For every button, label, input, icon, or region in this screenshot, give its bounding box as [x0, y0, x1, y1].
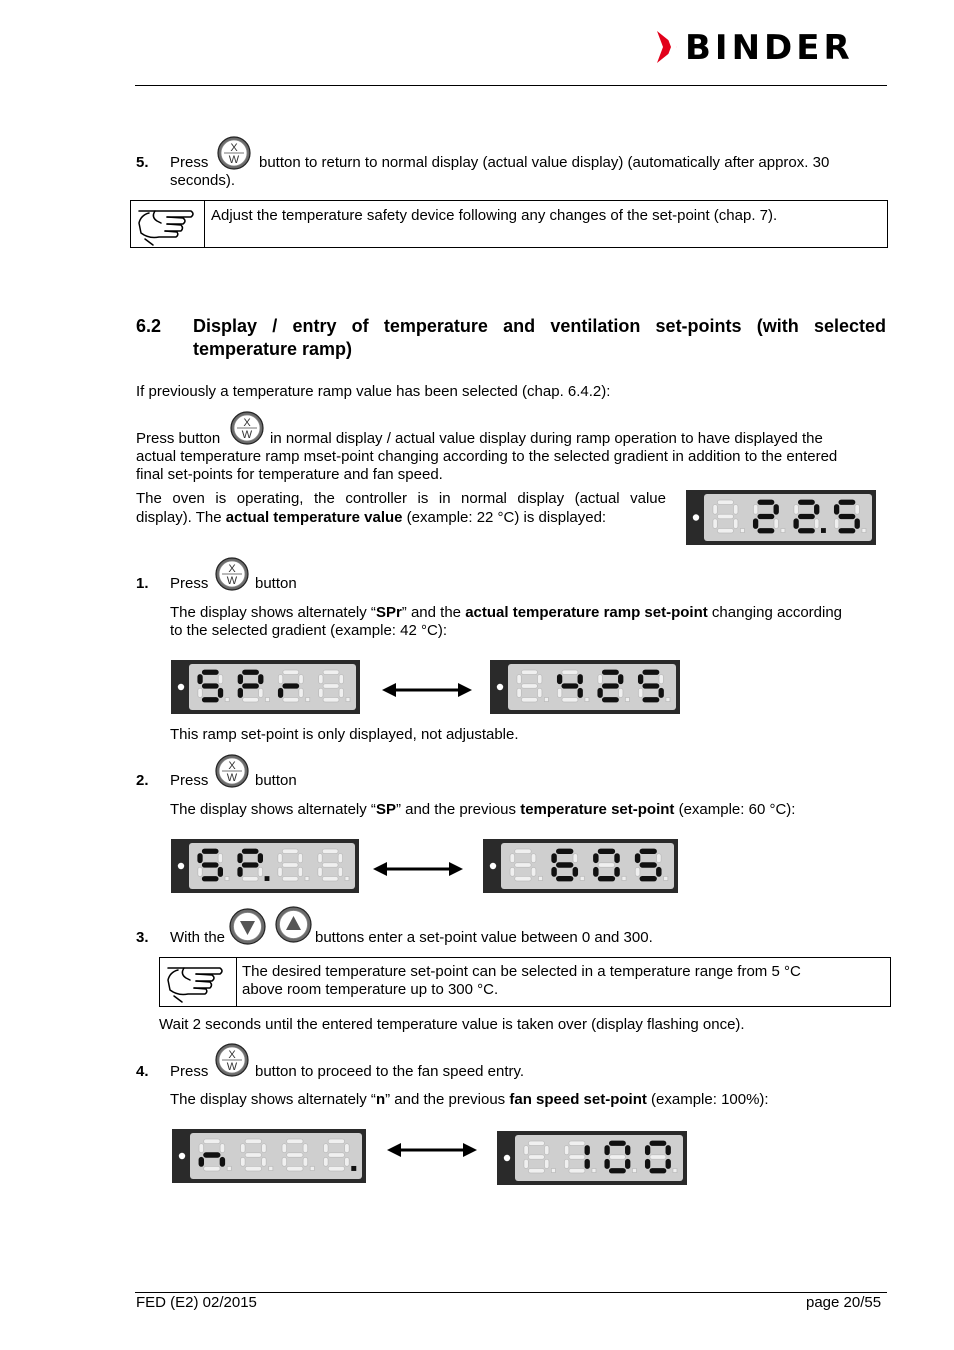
step-5-text: button to return to normal display (actual value display) (automatically after approx. 30: [259, 154, 830, 171]
display-spr: [171, 660, 360, 714]
binder-logo: [655, 28, 887, 68]
section-title-line1: Display / entry of temperature and ventilation set-points (with selected: [193, 316, 886, 336]
double-arrow-icon: [373, 859, 463, 883]
note-text-line2: above room temperature up to 300 °C.: [242, 981, 499, 998]
brand-name: BINDER: [685, 28, 854, 68]
press-button-label: Press button: [136, 430, 221, 447]
note-box-range: [159, 957, 891, 1007]
oven-paragraph: [136, 489, 666, 527]
display-fan-setpoint: [497, 1131, 687, 1185]
display-n: [172, 1129, 366, 1183]
step-4-text: button to proceed to the fan speed entry.: [255, 1063, 525, 1080]
svg-text:X: X: [228, 760, 236, 772]
step-3-number: 3.: [136, 929, 149, 946]
step-2-description: The display shows alternately “SP” and the previous temperature set-point (example: 60 °C):: [170, 801, 796, 818]
step-1-number: 1.: [136, 575, 149, 592]
step-5-number: 5.: [136, 154, 149, 171]
note-cell: [131, 201, 205, 247]
svg-text:X: X: [228, 563, 236, 575]
pointing-hand-icon: [131, 201, 204, 247]
pointing-hand-icon: [160, 958, 236, 1006]
svg-text:W: W: [228, 154, 240, 166]
step-5-press: Press: [170, 154, 209, 171]
press-button-line1: in normal display / actual value display during ramp operation to have displayed the: [270, 430, 823, 447]
double-arrow-icon: [382, 680, 472, 704]
svg-text:W: W: [226, 575, 238, 587]
xw-button-icon[interactable]: [215, 1043, 249, 1077]
step-3-text: buttons enter a set-point value between 0 and 300.: [315, 929, 653, 946]
section-number: 6.2: [136, 316, 162, 336]
step-1-description-2: to the selected gradient (example: 42 °C):: [170, 622, 447, 639]
step-5-text-2: seconds).: [170, 172, 236, 189]
press-button-line2: actual temperature ramp mset-point changing according to the selected gradient in addition to the entered: [136, 448, 838, 465]
section-title: [193, 315, 886, 361]
step-1-press: Press: [170, 575, 209, 592]
step-1-after: This ramp set-point is only displayed, not adjustable.: [170, 726, 519, 743]
step-1-button: button: [255, 575, 297, 592]
section-title-line2: temperature ramp): [193, 339, 353, 359]
note-box-safety: [130, 200, 888, 248]
footer-doc-id: FED (E2) 02/2015: [136, 1294, 257, 1311]
xw-button-icon[interactable]: [230, 411, 264, 445]
step-3-with-the: With the: [170, 929, 226, 946]
svg-text:X: X: [228, 1049, 236, 1061]
step-2-button: button: [255, 772, 297, 789]
intro-paragraph: If previously a temperature ramp value has been selected (chap. 6.4.2):: [136, 383, 611, 400]
xw-button-icon[interactable]: [215, 557, 249, 591]
note-text: Adjust the temperature safety device following any changes of the set-point (chap. 7).: [211, 207, 778, 224]
step-4-press: Press: [170, 1063, 209, 1080]
double-arrow-icon: [387, 1140, 477, 1164]
step-1-description: The display shows alternately “SPr” and the actual temperature ramp set-point changing according: [170, 604, 843, 621]
step-4-number: 4.: [136, 1063, 149, 1080]
up-arrow-button-icon[interactable]: [275, 906, 312, 943]
display-actual-value: [686, 490, 876, 545]
footer-rule: [135, 1292, 887, 1293]
note-text-line1: The desired temperature set-point can be selected in a temperature range from 5 °C: [242, 963, 801, 980]
display-sp: [171, 839, 359, 893]
xw-button-icon[interactable]: [215, 754, 249, 788]
xw-button-icon[interactable]: [217, 136, 251, 170]
step-2-number: 2.: [136, 772, 149, 789]
oven-line2: display). The actual temperature value (example: 22 °C) is displayed:: [136, 509, 607, 526]
footer-page-number: page 20/55: [806, 1294, 882, 1311]
header-rule: [135, 85, 887, 86]
display-temperature-setpoint: [483, 839, 678, 893]
svg-text:W: W: [226, 772, 238, 784]
note-cell: [160, 958, 237, 1006]
svg-text:X: X: [230, 142, 238, 154]
svg-text:X: X: [243, 417, 251, 429]
press-button-line3: final set-points for temperature and fan speed.: [136, 466, 443, 483]
wait-paragraph: Wait 2 seconds until the entered temperature value is taken over (display flashing once).: [159, 1016, 745, 1033]
step-2-press: Press: [170, 772, 209, 789]
step-4-description: The display shows alternately “n” and the previous fan speed set-point (example: 100%):: [170, 1091, 769, 1108]
svg-text:W: W: [226, 1061, 238, 1073]
svg-text:W: W: [241, 429, 253, 441]
display-ramp-setpoint: [490, 660, 680, 714]
oven-line1: The oven is operating, the controller is in normal display (actual value: [136, 490, 666, 507]
down-arrow-button-icon[interactable]: [229, 908, 266, 945]
